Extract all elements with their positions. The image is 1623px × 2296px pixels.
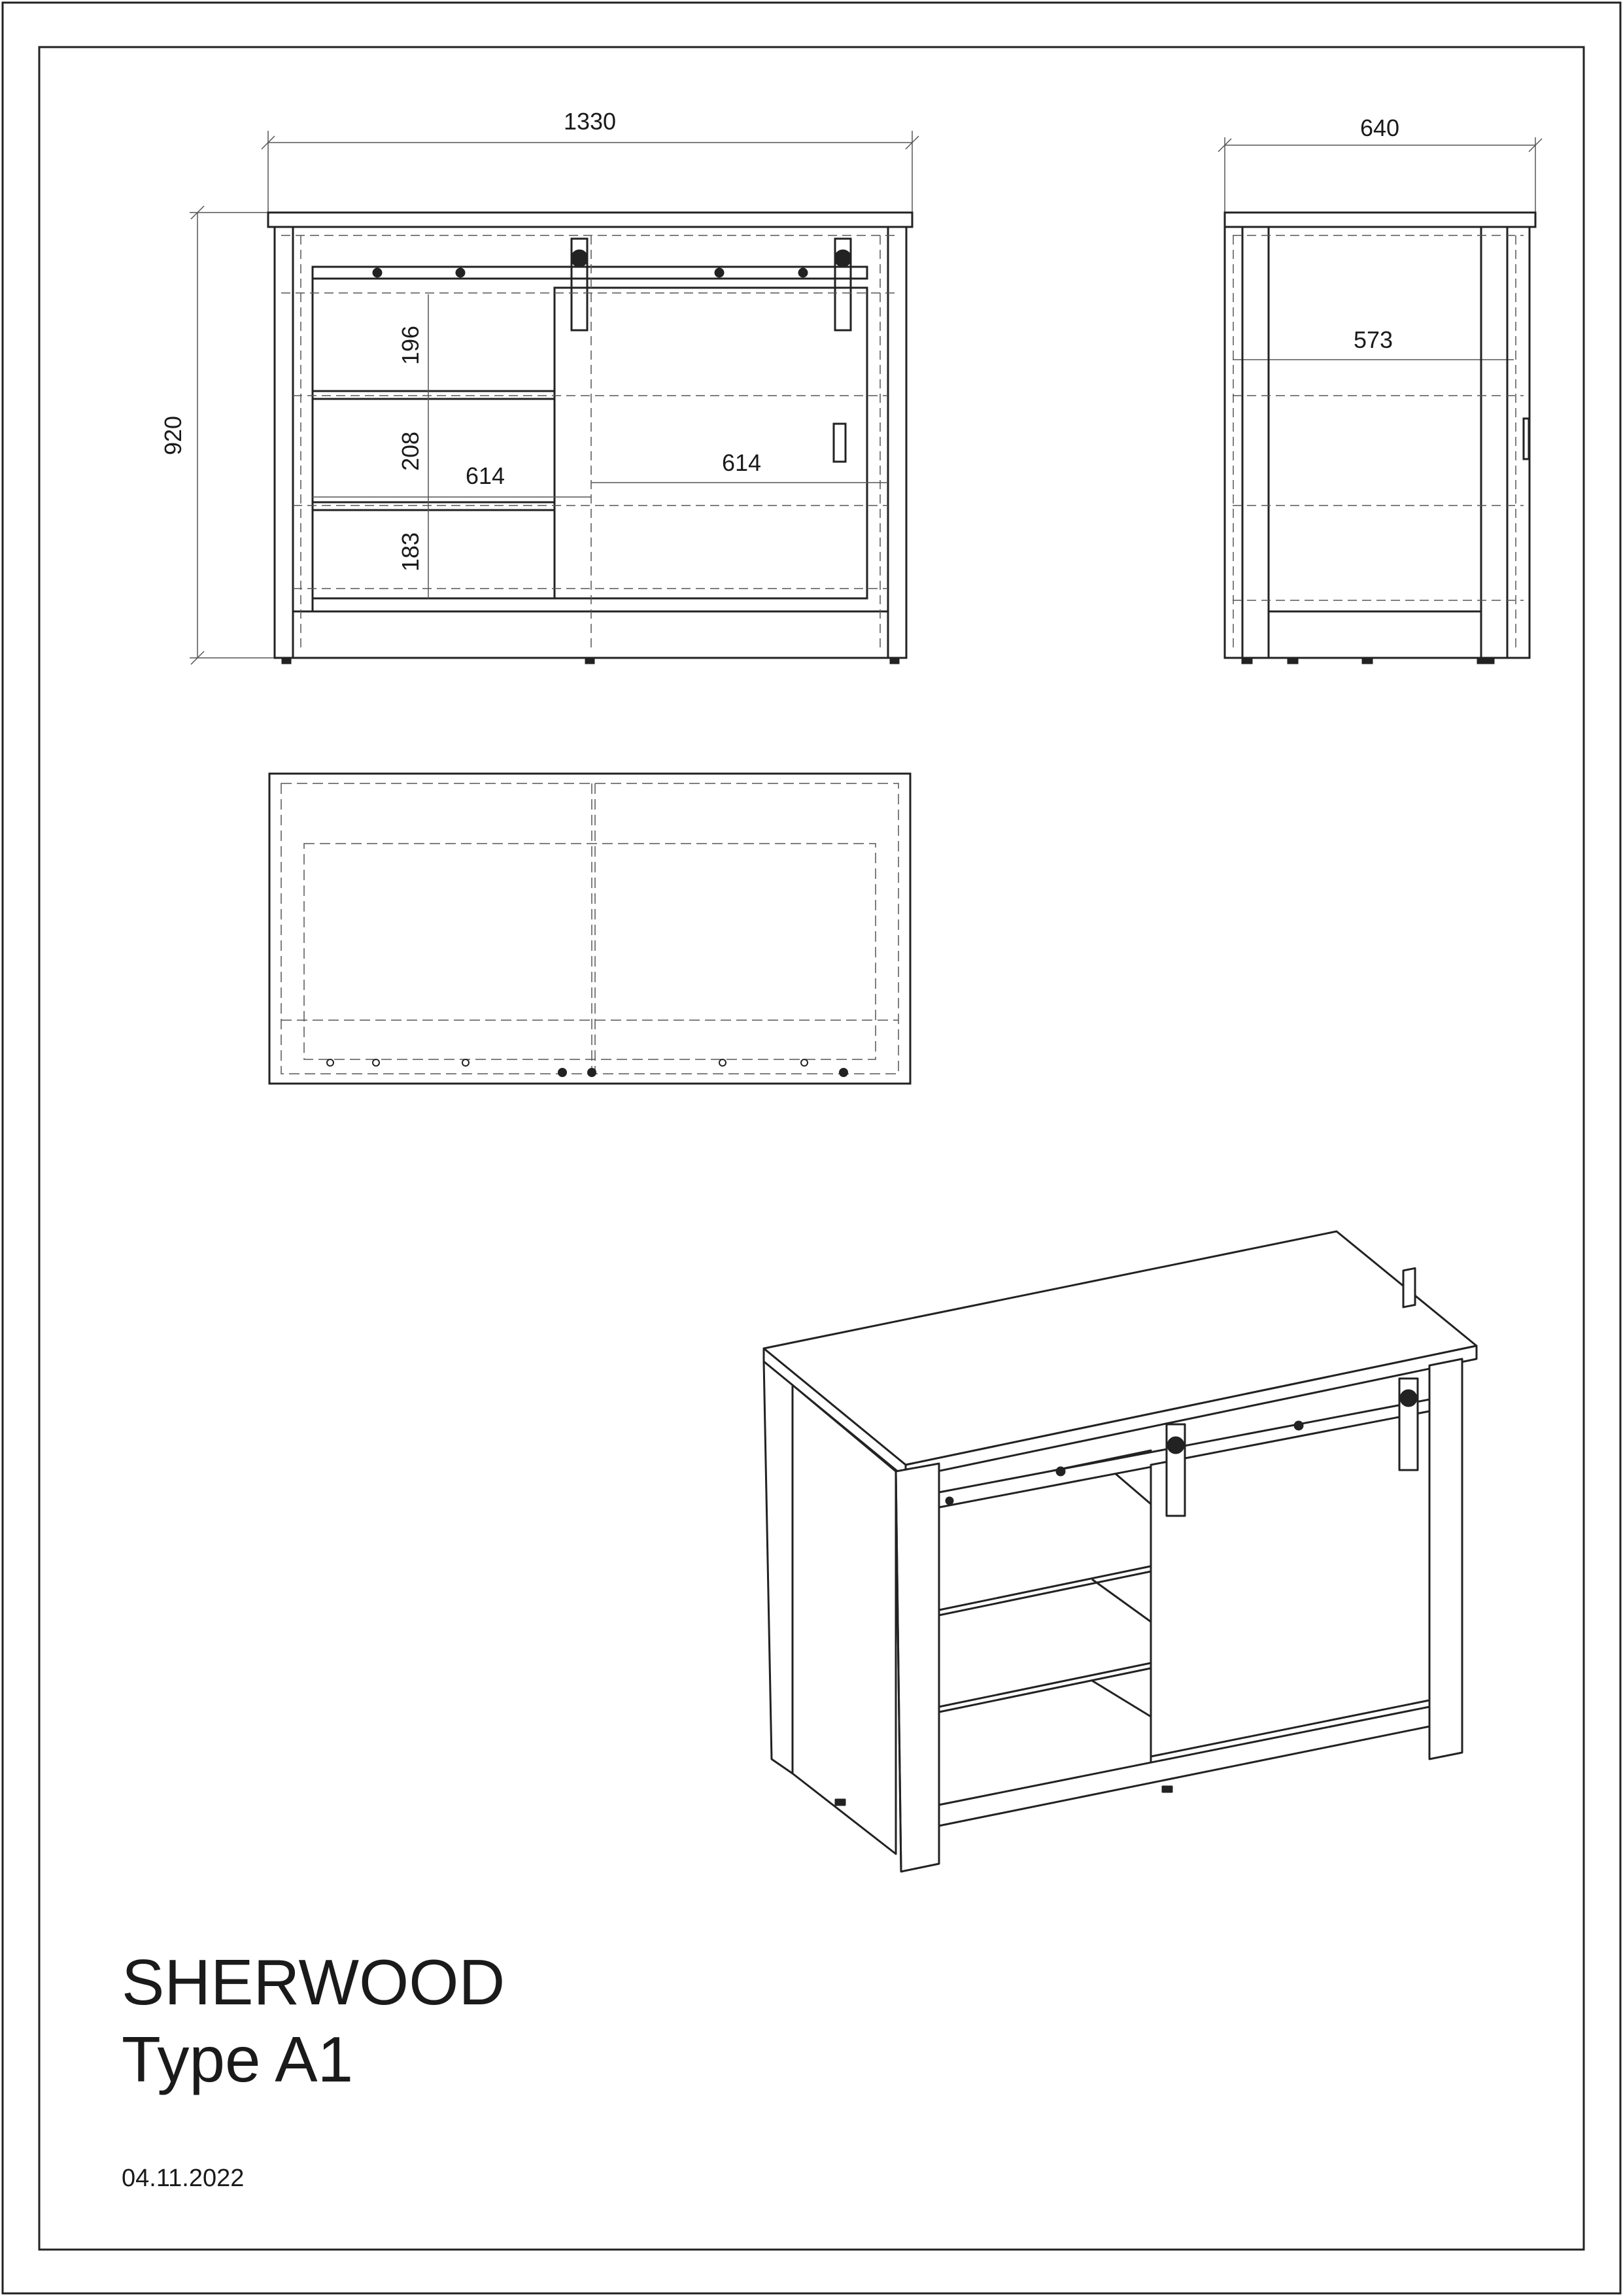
left-compartment-width-label: 614 — [465, 462, 505, 489]
document-date: 04.11.2022 — [122, 2165, 245, 2192]
shelf-height-middle-label: 208 — [397, 431, 424, 471]
isometric-view — [764, 1231, 1477, 1872]
front-height-label: 920 — [160, 415, 186, 456]
shelf-height-top-label: 196 — [397, 325, 424, 366]
right-compartment-width-label: 614 — [721, 449, 762, 476]
front-view — [190, 131, 919, 664]
side-depth-label: 640 — [1359, 114, 1400, 141]
product-name: SHERWOOD — [122, 1946, 505, 2018]
front-width-label: 1330 — [563, 108, 617, 135]
product-type: Type A1 — [122, 2023, 354, 2095]
top-view — [269, 774, 910, 1084]
side-inner-depth-label: 573 — [1353, 326, 1393, 353]
side-view — [1218, 137, 1542, 663]
inner-frame — [39, 47, 1584, 2250]
shelf-height-bottom-label: 183 — [397, 532, 424, 572]
